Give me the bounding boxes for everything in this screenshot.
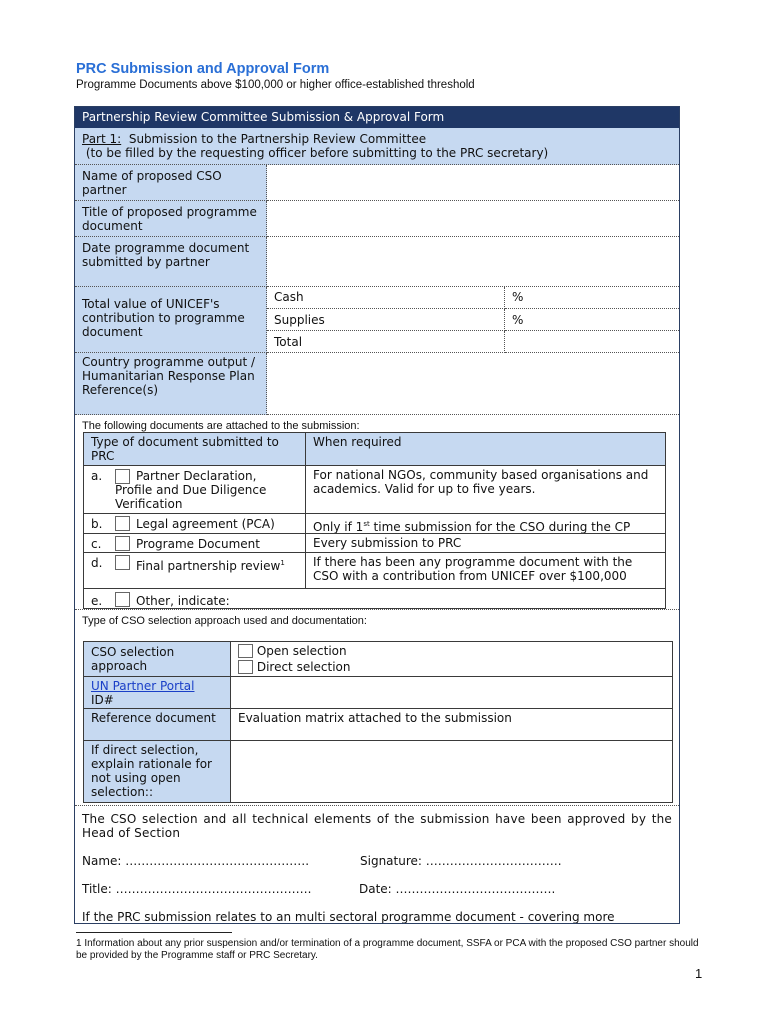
supplies-label: Supplies [267, 309, 505, 331]
doc-letter-e: e. [91, 594, 103, 608]
date-submitted-field[interactable] [267, 237, 679, 287]
part1-title: Submission to the Partnership Review Committee [128, 132, 427, 146]
attached-intro: The following documents are attached to the submission: [82, 420, 360, 432]
doc-name-b: Legal agreement (PCA) [136, 517, 275, 531]
doc-row-d [83, 552, 306, 589]
doc-name-d-text: Final partnership review [136, 559, 281, 573]
portal-id-suffix: ID# [91, 693, 114, 707]
footnote-ref: 1 [280, 559, 285, 567]
reference-value: Evaluation matrix attached to the submission [230, 708, 673, 741]
doc-name-c: Programe Document [136, 537, 260, 551]
part1-heading [75, 128, 679, 165]
doc-name-a: Partner Declaration, Profile and Due Diligence Verification [115, 469, 267, 511]
form-banner: Partnership Review Committee Submission & Approval Form [75, 107, 679, 128]
divider [75, 609, 679, 610]
cso-partner-label: Name of proposed CSO partner [75, 165, 267, 201]
doc-letter-c: c. [91, 537, 102, 551]
prc-form [74, 106, 680, 924]
direct-selection-label: Direct selection [256, 660, 351, 674]
selection-table [83, 641, 673, 803]
un-partner-portal-link[interactable]: UN Partner Portal [91, 679, 195, 693]
documents-table [83, 432, 665, 607]
doc-when-b [305, 513, 666, 534]
total-label: Total [267, 331, 505, 353]
part1-note: (to be filled by the requesting officer before submitting to the PRC secretary) [85, 146, 549, 160]
doc-row-c [83, 533, 306, 553]
checkbox-programme-document[interactable] [115, 536, 130, 551]
doc-row-b [83, 513, 306, 534]
doc-row-e [83, 588, 666, 609]
cash-percent[interactable]: % [505, 287, 679, 309]
checkbox-direct-selection[interactable] [238, 660, 253, 674]
doc-when-b-pre: Only if 1 [313, 520, 364, 534]
title-line[interactable]: Title: …………………………………………. [82, 882, 312, 896]
total-value-label: Total value of UNICEF's contribution to programme document [75, 287, 267, 353]
doc-name-e: Other, indicate: [136, 594, 230, 608]
cash-label: Cash [267, 287, 505, 309]
checkbox-legal-agreement[interactable] [115, 516, 130, 531]
document-subtitle: Programme Documents above $100,000 or higher office-established threshold [76, 79, 475, 91]
country-output-field[interactable] [267, 353, 679, 415]
date-line[interactable]: Date: …………………………………. [359, 882, 556, 896]
total-value-field[interactable] [505, 331, 679, 353]
signature-line[interactable]: Signature: ……………………………. [360, 854, 562, 868]
checkbox-open-selection[interactable] [238, 644, 253, 658]
doc-letter-b: b. [91, 517, 103, 531]
doc-when-c: Every submission to PRC [305, 533, 666, 553]
divider [75, 805, 679, 806]
supplies-percent[interactable]: % [505, 309, 679, 331]
rationale-field[interactable] [230, 740, 673, 803]
portal-id-field[interactable] [230, 676, 673, 709]
doc-when-b-sup: st [363, 520, 370, 528]
page-number: 1 [695, 966, 703, 981]
rationale-label: If direct selection, explain rationale for not using open selection:: [83, 740, 231, 803]
reference-label: Reference document [83, 708, 231, 741]
programme-title-field[interactable] [267, 201, 679, 237]
name-line[interactable]: Name: ………………………………………. [82, 854, 310, 868]
docs-header-type: Type of document submitted to PRC [83, 432, 306, 466]
doc-row-a [83, 465, 306, 514]
doc-letter-d: d. [91, 556, 103, 570]
portal-id-label [83, 676, 231, 709]
approach-options [230, 641, 673, 677]
open-selection-label: Open selection [256, 644, 347, 658]
approach-label: CSO selection approach [83, 641, 231, 677]
footnote-separator [76, 932, 232, 933]
checkbox-other[interactable] [115, 592, 130, 607]
approval-text: The CSO selection and all technical elements of the submission have been approved by the Head of Section [82, 812, 672, 840]
checkbox-final-review[interactable] [115, 555, 130, 570]
doc-when-b-post: time submission for the CSO during the CP [369, 520, 631, 534]
document-title: PRC Submission and Approval Form [76, 61, 330, 77]
doc-name-d [136, 556, 285, 573]
doc-when-a: For national NGOs, community based organisations and academics. Valid for up to five years. [305, 465, 666, 514]
programme-title-label: Title of proposed programme document [75, 201, 267, 237]
country-output-label: Country programme output / Humanitarian Response Plan Reference(s) [75, 353, 267, 415]
date-submitted-label: Date programme document submitted by partner [75, 237, 267, 287]
docs-header-when: When required [305, 432, 666, 466]
selection-intro: Type of CSO selection approach used and documentation: [82, 615, 367, 627]
cso-partner-field[interactable] [267, 165, 679, 201]
footnote-text: 1 Information about any prior suspension and/or termination of a programme document, SSFA or PCA with the proposed CSO partner should be provided by the Programme staff or PRC Secretary. [76, 938, 699, 961]
doc-when-d: If there has been any programme document with the CSO with a contribution from UNICEF over $100,000 [305, 552, 666, 589]
multi-sectoral-text: If the PRC submission relates to an multi sectoral programme document - covering more [82, 910, 615, 924]
doc-letter-a: a. [91, 469, 103, 483]
part1-label: Part 1: [82, 132, 122, 146]
